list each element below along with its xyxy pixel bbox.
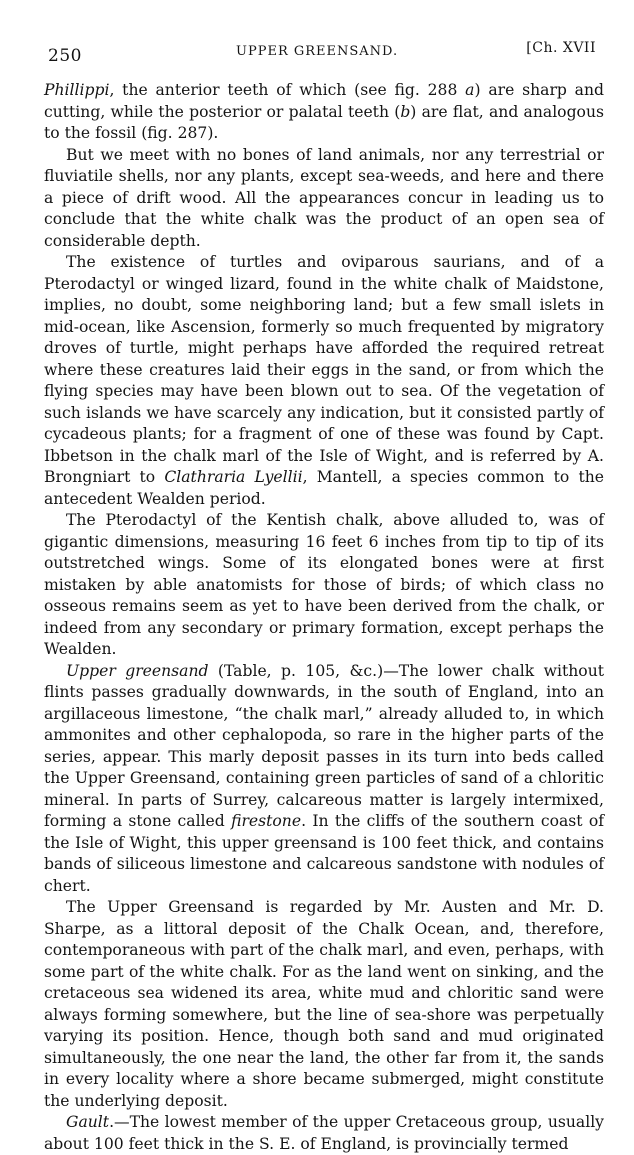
paragraph [44,1112,604,1155]
paragraph [44,80,604,145]
body-text [44,80,604,1155]
italic-text: Clathraria Lyellii [164,468,303,486]
paragraph [44,510,604,661]
italic-text: firestone [231,812,302,830]
text-run: ) are flat, and analogous to the fossil (fig. 287). [44,102,604,142]
running-head [44,36,604,64]
italic-text: Upper greensand [66,661,209,680]
paragraph [44,252,604,510]
italic-text: Phillippi [44,81,110,99]
text-run: But we meet with no bones of land animals, nor any terrestrial or fluviatile shells, nor any plants, except sea-weeds, and here and there a piece of drift wood. All the appearances concur in leading us to conclude that the white chalk was the product of an open sea of considerable depth. [44,145,604,250]
text-run: The Upper Greensand is regarded by Mr. Austen and Mr. D. Sharpe, as a littoral deposit of the Chalk Ocean, and, therefore, contemporaneous with part of the chalk marl, and even, perhaps, with some part of the white chalk. For as the land went on sinking, and the cretaceous sea widened its area, white mud and chloritic sand were always forming somewhere, but the line of sea-shore was perpetually varying its position. Hence, though both sand and mud originated simultaneously, the one near the land, the other far from it, the sands in every locality where a shore became submerged, might constitute the underlying deposit. [44,898,604,1110]
italic-text: Gault [66,1113,110,1131]
running-title: UPPER GREENSAND. [236,44,399,59]
paragraph [44,661,604,898]
text-run: , Mantell, a species common to the antecedent Wealden period. [44,468,604,508]
text-run: ) are sharp and cutting, while the posterior or palatal teeth ( [44,81,604,121]
text-run: .—The lowest member of the upper Cretaceous group, usually about 100 feet thick in the S. E. of England, is provincially termed [44,1113,604,1153]
italic-text: a [465,81,475,99]
text-run: The Pterodactyl of the Kentish chalk, above alluded to, was of gigantic dimensions, measuring 16 feet 6 inches from tip to tip of its outstretched wings. Some of its elongated bones were at first mistaken by able anatomists for those of birds; of which class no osseous remains seem as yet to have been derived from the chalk, or indeed from any secondary or primary formation, except perhaps the Wealden. [44,511,604,658]
italic-text: b [400,102,411,121]
paragraph [44,145,604,253]
paragraph [44,897,604,1112]
text-run: The existence of turtles and oviparous saurians, and of a Pterodactyl or winged lizard, found in the white chalk of Maidstone, implies, no doubt, some neighboring land; but a few small islets in mid-ocean, like Ascension, formerly so much frequented by migratory droves of turtle, might perhaps have afforded the required retreat where these creatures laid their eggs in the sand, or from which the flying species may have been blown out to sea. Of the vegetation of such islands we have scarcely any indication, but it consisted partly of cycadeous plants; for a fragment of one of these was found by Capt. Ibbetson in the chalk marl of the Isle of Wight, and is referred by A. Brongniart to [44,253,604,486]
text-run: . In the cliffs of the southern coast of the Isle of Wight, this upper greensand is 100 feet thick, and contains bands of siliceous limestone and calcareous sandstone with nodules of chert. [44,812,604,895]
text-run: , the anterior teeth of which (see fig. 288 [109,81,466,99]
text-run: (Table, p. 105, &c.)—The lower chalk without flints passes gradually downwards, in the south of England, into an argillaceous limestone, “the chalk marl,” already alluded to, in which ammonites and other cephalopoda, so rare in the higher parts of the series, appear. This marly deposit passes in its turn into beds called the Upper Greensand, containing green particles of sand of a chloritic mineral. In parts of Surrey, calcareous matter is largely intermixed, forming a stone called [44,661,604,830]
chapter-reference: [Ch. XVII [526,40,596,56]
page-number: 250 [48,46,82,66]
